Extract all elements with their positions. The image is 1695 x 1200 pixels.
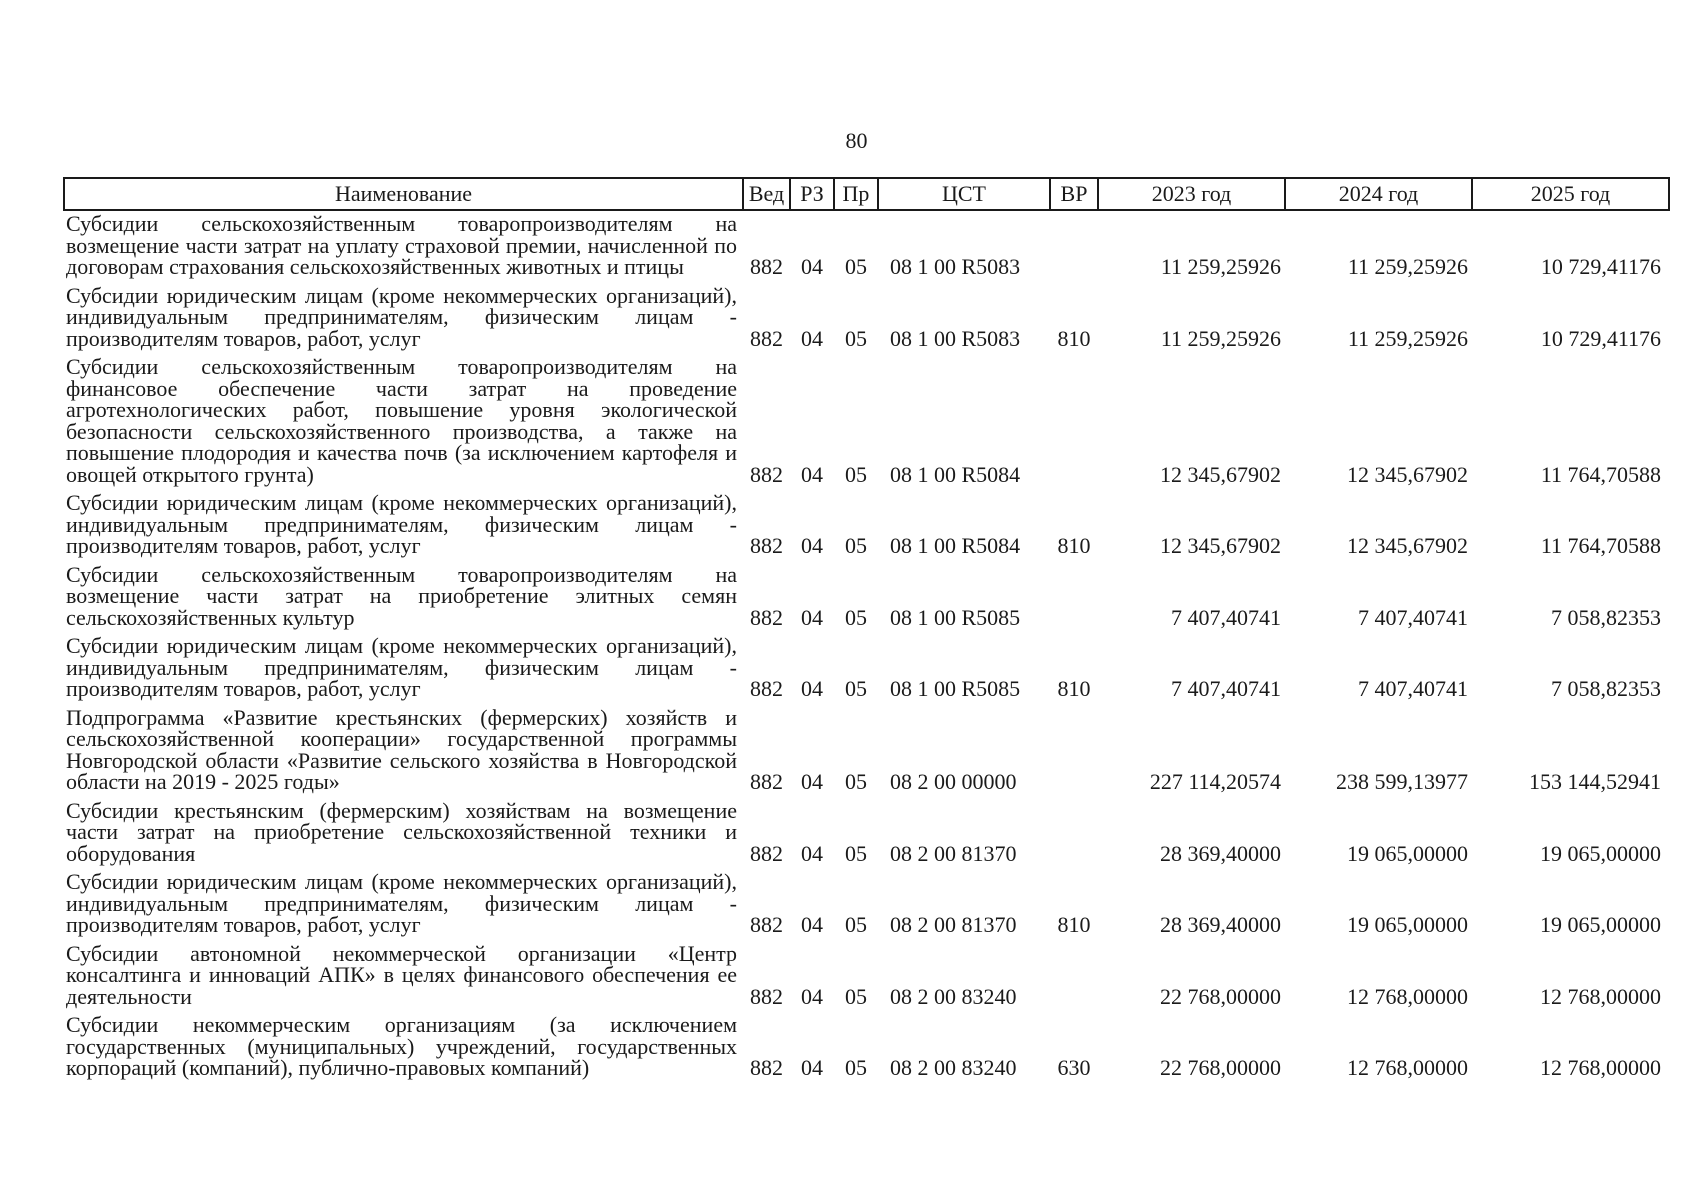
cell-pr: 05 [845, 769, 867, 794]
cell-cst: 08 1 00 R5084 [890, 533, 1021, 558]
cell-vr [1050, 798, 1098, 870]
cell-name: Субсидии сельскохозяйственным товаропроизводителям на финансовое обеспечение части затрат на проведение агротехнологических работ, повышение уровня экологической безопасности сельскохозяйственного производства, а также на повышение плодородия и качества почв (за исключением картофеля и овощей открытого грунта) [66, 354, 737, 487]
table-row [64, 210, 1669, 283]
cell-2023: 7 407,40741 [1171, 676, 1281, 701]
cell-ved: 882 [750, 1055, 783, 1080]
header-cst: ЦСТ [878, 178, 1050, 210]
table-row [64, 1012, 1669, 1084]
table-row [64, 633, 1669, 705]
cell-2023: 227 114,20574 [1149, 769, 1281, 794]
cell-pr: 05 [845, 676, 867, 701]
cell-name: Субсидии юридическим лицам (кроме некоммерческих организаций), индивидуальным предпринимателям, физическим лицам - производителям товаров, работ, услуг [66, 869, 737, 937]
budget-table [63, 177, 1670, 1084]
cell-rz: 04 [801, 983, 823, 1009]
cell-ved: 882 [750, 254, 783, 279]
cell-2024: 7 407,40741 [1358, 676, 1468, 701]
cell-2025: 10 729,41176 [1540, 254, 1661, 279]
cell-2025: 153 144,52941 [1529, 769, 1661, 794]
cell-2025: 11 764,70588 [1540, 461, 1661, 487]
cell-pr: 05 [845, 983, 867, 1009]
cell-rz: 04 [801, 604, 823, 630]
cell-name: Субсидии сельскохозяйственным товаропроизводителям на возмещение части затрат на приобретение элитных семян сельскохозяйственных культур [66, 561, 737, 630]
cell-rz: 04 [801, 461, 823, 487]
cell-2023: 22 768,00000 [1160, 1055, 1281, 1080]
cell-rz: 04 [801, 676, 823, 701]
cell-pr: 05 [845, 461, 867, 487]
cell-2025: 7 058,82353 [1551, 676, 1661, 701]
page-number: 80 [845, 128, 868, 153]
cell-rz: 04 [801, 254, 823, 279]
cell-cst: 08 1 00 R5085 [890, 676, 1021, 701]
cell-cst: 08 1 00 R5084 [890, 461, 1021, 487]
header-vr: ВР [1050, 178, 1098, 210]
cell-cst: 08 1 00 R5083 [890, 254, 1021, 279]
table-row [64, 705, 1669, 798]
cell-name: Субсидии автономной некоммерческой организации «Центр консалтинга и инноваций АПК» в целях финансового обеспечения ее деятельности [66, 940, 737, 1009]
table-row [64, 354, 1669, 490]
cell-pr: 05 [845, 840, 867, 866]
cell-2024: 12 345,67902 [1347, 533, 1468, 558]
cell-ved: 882 [750, 912, 783, 937]
table-body [64, 210, 1669, 1084]
header-name: Наименование [64, 178, 743, 210]
header-row [64, 178, 1669, 210]
table-row [64, 798, 1669, 870]
cell-2023: 11 259,25926 [1160, 325, 1281, 351]
cell-rz: 04 [801, 325, 823, 351]
cell-rz: 04 [801, 912, 823, 937]
cell-name: Субсидии сельскохозяйственным товаропроизводителям на возмещение части затрат на уплату страховой премии, начисленной по договорам страхования сельскохозяйственных животных и птицы [66, 211, 737, 279]
cell-pr: 05 [845, 325, 867, 351]
cell-2024: 12 768,00000 [1347, 983, 1468, 1009]
cell-2024: 7 407,40741 [1358, 604, 1468, 630]
cell-cst: 08 2 00 81370 [890, 912, 1017, 937]
header-2024: 2024 год [1285, 178, 1472, 210]
cell-2023: 12 345,67902 [1160, 533, 1281, 558]
cell-cst: 08 2 00 00000 [890, 769, 1017, 794]
table-row [64, 941, 1669, 1013]
cell-2024: 19 065,00000 [1347, 912, 1468, 937]
cell-ved: 882 [750, 676, 783, 701]
cell-ved: 882 [750, 604, 783, 630]
table-row [64, 562, 1669, 634]
cell-2024: 12 345,67902 [1347, 461, 1468, 487]
cell-2023: 12 345,67902 [1160, 461, 1281, 487]
cell-cst: 08 1 00 R5085 [890, 604, 1021, 630]
cell-cst: 08 2 00 83240 [890, 983, 1017, 1009]
cell-name: Субсидии юридическим лицам (кроме некоммерческих организаций), индивидуальным предпринимателям, физическим лицам - производителям товаров, работ, услуг [66, 633, 737, 701]
cell-2025: 12 768,00000 [1540, 983, 1661, 1009]
cell-2025: 19 065,00000 [1540, 840, 1661, 866]
cell-2024: 12 768,00000 [1347, 1055, 1468, 1080]
cell-vr [1050, 941, 1098, 1013]
cell-rz: 04 [801, 769, 823, 794]
cell-ved: 882 [750, 983, 783, 1009]
table-header [64, 178, 1669, 210]
cell-name: Подпрограмма «Развитие крестьянских (фермерских) хозяйств и сельскохозяйственной кооперации» государственной программы Новгородской области «Развитие сельского хозяйства в Новгородской области на 2019 - 2025 годы» [66, 704, 737, 794]
cell-ved: 882 [750, 325, 783, 351]
cell-2025: 7 058,82353 [1551, 604, 1661, 630]
header-2025: 2025 год [1472, 178, 1669, 210]
cell-2023: 28 369,40000 [1160, 840, 1281, 866]
cell-2025: 19 065,00000 [1540, 912, 1661, 937]
cell-2024: 11 259,25926 [1347, 254, 1468, 279]
cell-ved: 882 [750, 461, 783, 487]
cell-cst: 08 1 00 R5083 [890, 325, 1021, 351]
cell-rz: 04 [801, 1055, 823, 1080]
cell-2025: 10 729,41176 [1540, 325, 1661, 351]
cell-name: Субсидии юридическим лицам (кроме некоммерческих организаций), индивидуальным предпринимателям, физическим лицам - производителям товаров, работ, услуг [66, 282, 737, 351]
cell-vr: 810 [1057, 325, 1091, 351]
cell-vr: 630 [1057, 1055, 1091, 1080]
cell-pr: 05 [845, 604, 867, 630]
cell-vr: 810 [1057, 912, 1091, 937]
header-pr: Пр [834, 178, 878, 210]
cell-ved: 882 [750, 769, 783, 794]
header-ved: Вед [743, 178, 790, 210]
table-row [64, 490, 1669, 562]
cell-vr [1050, 705, 1098, 798]
cell-rz: 04 [801, 533, 823, 558]
cell-pr: 05 [845, 533, 867, 558]
cell-vr [1050, 562, 1098, 634]
cell-name: Субсидии юридическим лицам (кроме некоммерческих организаций), индивидуальным предпринимателям, физическим лицам - производителям товаров, работ, услуг [66, 490, 737, 558]
cell-2025: 12 768,00000 [1540, 1055, 1661, 1080]
cell-rz: 04 [801, 840, 823, 866]
header-rz: РЗ [790, 178, 834, 210]
cell-cst: 08 2 00 81370 [890, 840, 1017, 866]
header-2023: 2023 год [1098, 178, 1285, 210]
cell-2024: 19 065,00000 [1347, 840, 1468, 866]
cell-vr: 810 [1057, 676, 1091, 701]
cell-name: Субсидии некоммерческим организациям (за исключением государственных (муниципальных) учреждений, государственных корпораций (компаний), публично-правовых компаний) [66, 1012, 737, 1080]
cell-name: Субсидии крестьянским (фермерским) хозяйствам на возмещение части затрат на приобретение сельскохозяйственной техники и оборудования [66, 797, 737, 866]
cell-vr: 810 [1057, 533, 1091, 558]
cell-ved: 882 [750, 533, 783, 558]
cell-2024: 238 599,13977 [1336, 769, 1468, 794]
cell-pr: 05 [845, 1055, 867, 1080]
table-row [64, 283, 1669, 355]
cell-2023: 22 768,00000 [1160, 983, 1281, 1009]
cell-2023: 11 259,25926 [1160, 254, 1281, 279]
cell-cst: 08 2 00 83240 [890, 1055, 1017, 1080]
cell-ved: 882 [750, 840, 783, 866]
cell-pr: 05 [845, 912, 867, 937]
cell-2024: 11 259,25926 [1347, 325, 1468, 351]
cell-pr: 05 [845, 254, 867, 279]
cell-vr [1050, 354, 1098, 490]
table-row [64, 869, 1669, 941]
cell-vr [1050, 210, 1098, 283]
cell-2023: 28 369,40000 [1160, 912, 1281, 937]
cell-2023: 7 407,40741 [1171, 604, 1281, 630]
cell-2025: 11 764,70588 [1540, 533, 1661, 558]
